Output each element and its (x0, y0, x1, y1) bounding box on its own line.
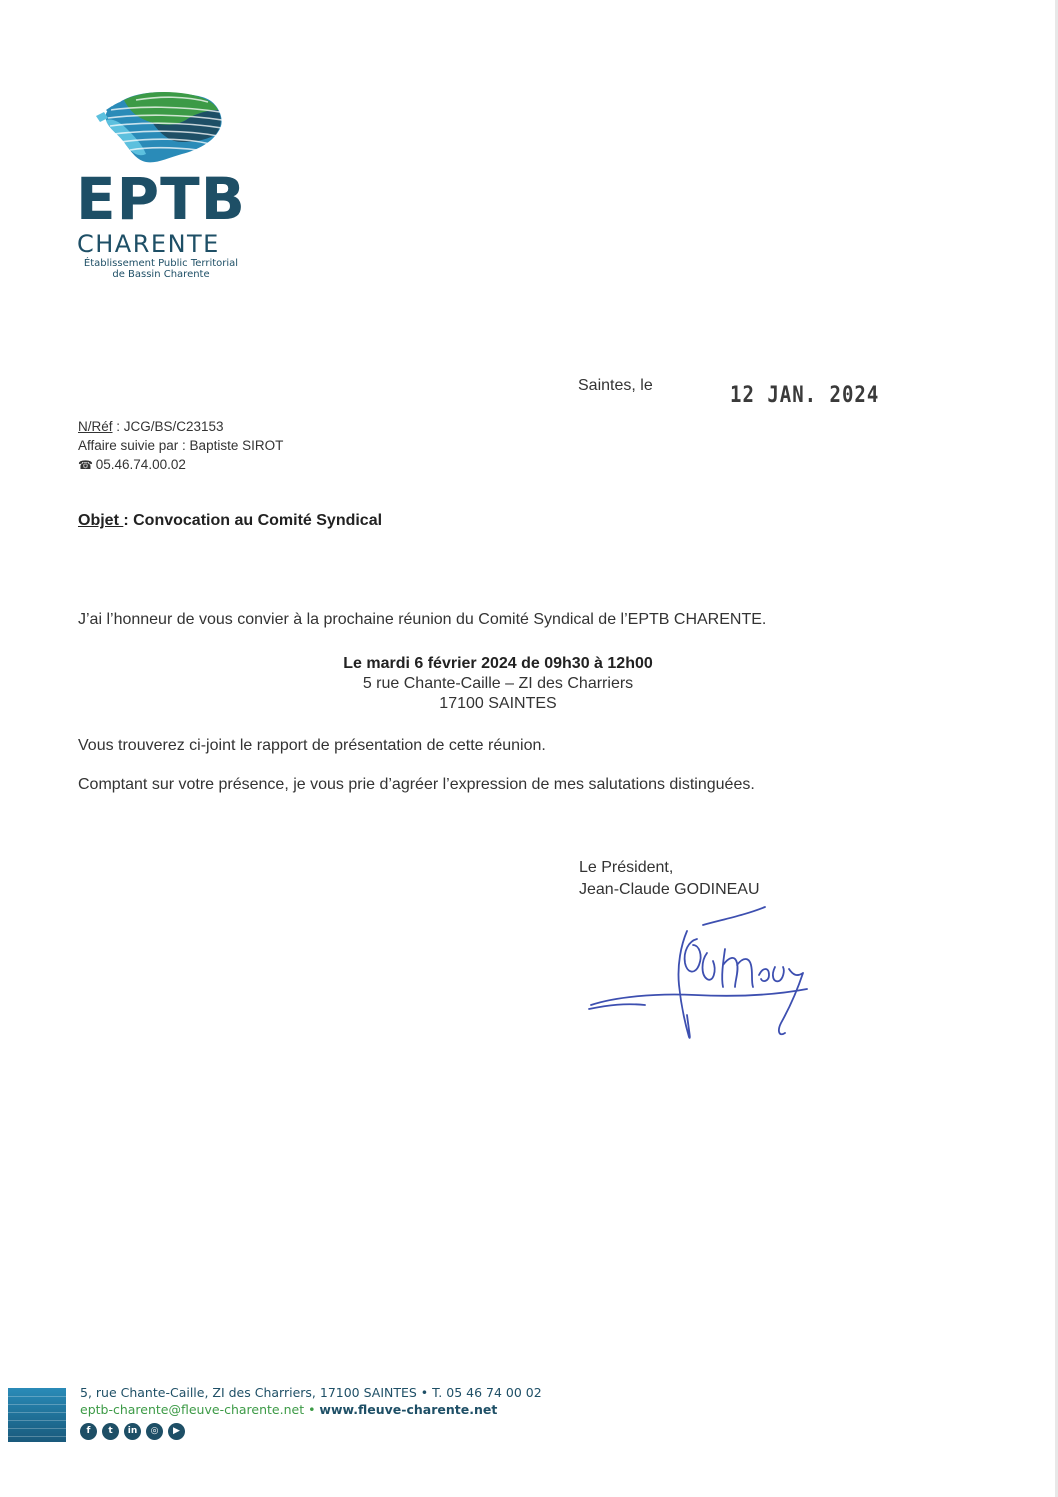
social-icons (80, 1423, 185, 1440)
references-block (78, 417, 283, 475)
subject-label: Objet (78, 512, 124, 529)
place-label: Saintes, le (578, 377, 653, 394)
signature-block (579, 857, 760, 901)
phone-number: 05.46.74.00.02 (95, 457, 186, 472)
logo-tagline (76, 258, 246, 280)
meeting-address-line2: 17100 SAINTES (439, 695, 557, 712)
subject-text: : Convocation au Comité Syndical (123, 512, 383, 529)
footer-wave-line (8, 1404, 66, 1405)
signatory-title: Le Président, (579, 859, 674, 876)
footer-separator: • (304, 1402, 320, 1417)
footer-wave-line (8, 1412, 66, 1413)
date-stamp: 12 JAN. 2024 (730, 382, 880, 408)
footer-wave-line (8, 1428, 66, 1429)
intro-paragraph: J’ai l’honneur de vous convier à la prochaine réunion du Comité Syndical de l’EPTB CHARENTE. (78, 611, 767, 628)
telephone-icon: ☎ (78, 458, 93, 472)
eptb-logo (76, 88, 246, 288)
logo-title: EPTB (76, 165, 246, 233)
youtube-icon[interactable]: ▶ (168, 1423, 185, 1440)
subject-line (78, 512, 382, 530)
facebook-icon[interactable]: f (80, 1423, 97, 1440)
followed-by: Affaire suivie par : Baptiste SIROT (78, 438, 284, 453)
handwritten-signature (585, 905, 815, 1045)
reference-line (78, 417, 283, 436)
meeting-address-line1: 5 rue Chante-Caille – ZI des Charriers (362, 675, 634, 692)
phone-line (78, 455, 283, 475)
logo-tagline-line2: de Bassin Charente (112, 269, 210, 280)
attachment-note: Vous trouverez ci-joint le rapport de présentation de cette réunion. (78, 737, 546, 754)
footer-contact (80, 1402, 497, 1417)
reference-value: : JCG/BS/C23153 (112, 419, 224, 434)
footer-wave-line (8, 1420, 66, 1421)
meeting-date: Le mardi 6 février 2024 de 09h30 à 12h00 (343, 655, 653, 672)
instagram-icon[interactable]: ◎ (146, 1423, 163, 1440)
river-basin-logo-icon (90, 88, 230, 166)
footer-wave-line (8, 1396, 66, 1397)
twitter-icon[interactable]: t (102, 1423, 119, 1440)
footer-wave-block (8, 1388, 66, 1442)
meeting-details (78, 654, 918, 714)
footer-wave-line (8, 1436, 66, 1437)
footer-website[interactable]: www.fleuve-charente.net (319, 1402, 498, 1417)
reference-label: N/Réf (78, 419, 113, 434)
logo-subtitle: CHARENTE (77, 230, 220, 258)
signatory-name: Jean-Claude GODINEAU (579, 881, 760, 898)
logo-tagline-line1: Établissement Public Territorial (83, 258, 239, 269)
footer-email[interactable]: eptb-charente@fleuve-charente.net (80, 1402, 305, 1417)
closing-paragraph: Comptant sur votre présence, je vous prie d’agréer l’expression de mes salutations distinguées. (78, 776, 755, 793)
footer-address: 5, rue Chante-Caille, ZI des Charriers, 17100 SAINTES • T. 05 46 74 00 02 (80, 1385, 542, 1400)
linkedin-icon[interactable]: in (124, 1423, 141, 1440)
